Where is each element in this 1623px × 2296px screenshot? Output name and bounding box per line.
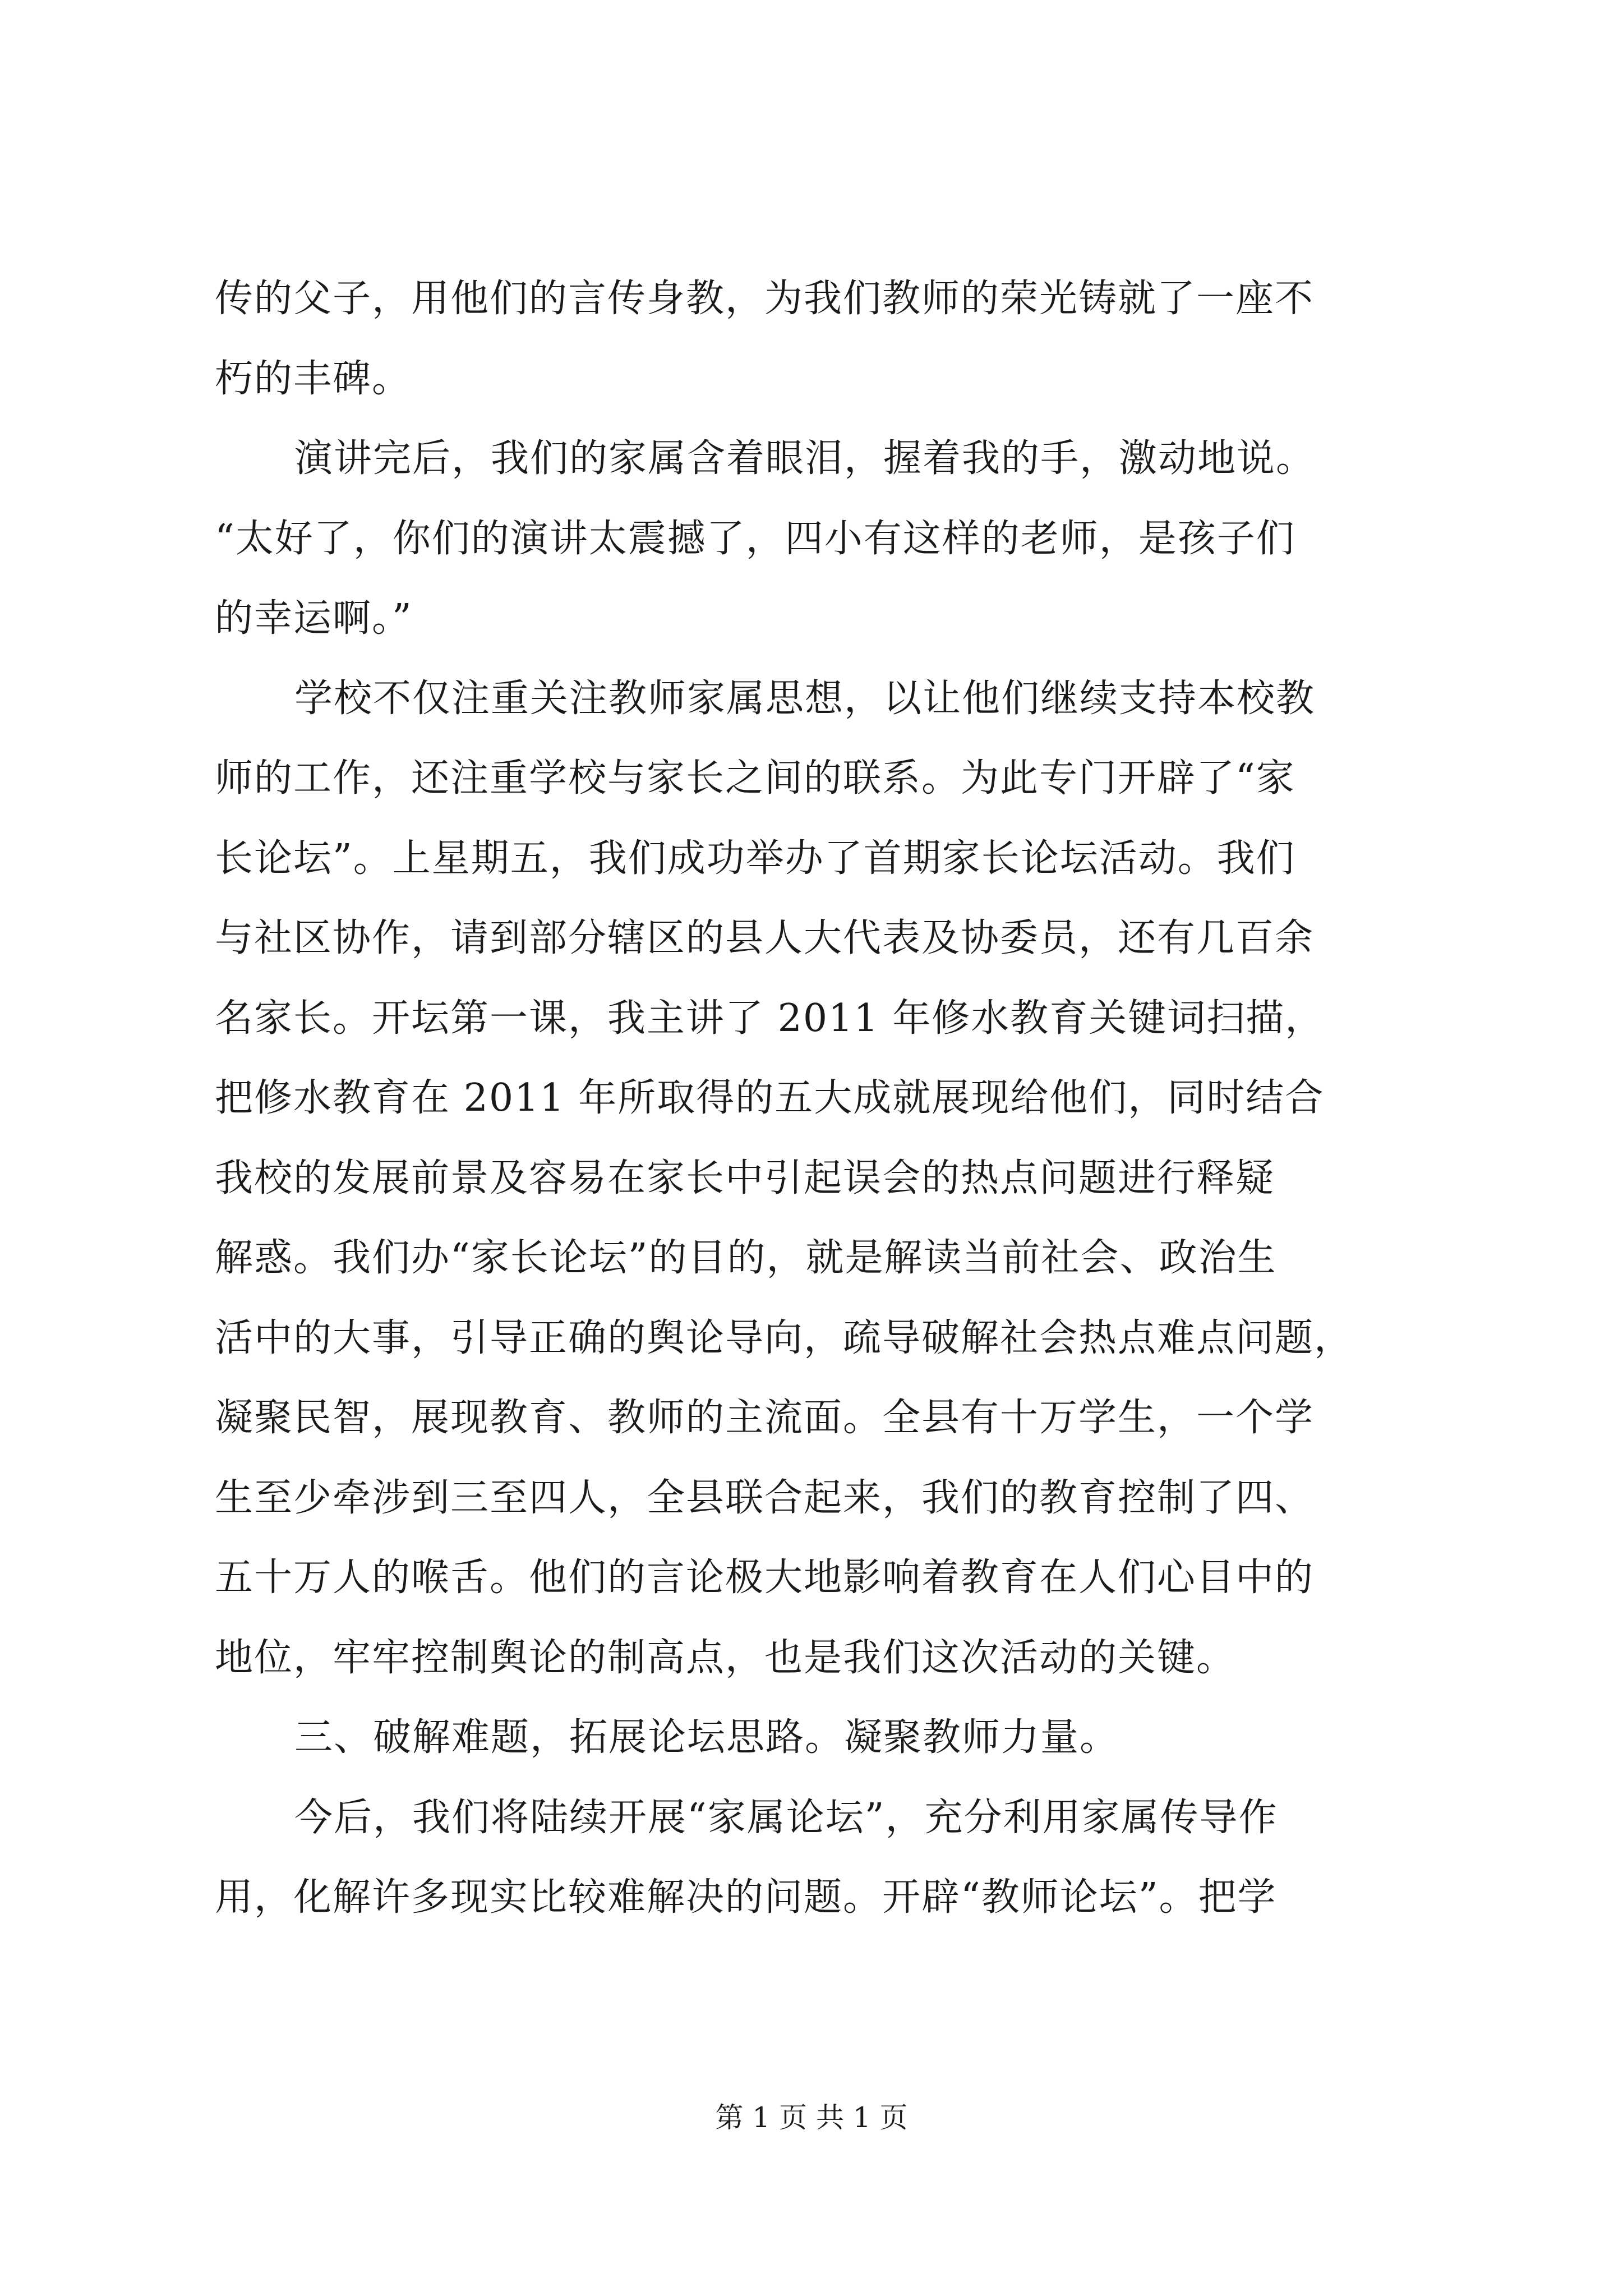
text-line: 长论坛”。上星期五，我们成功举办了首期家长论坛活动。我们 <box>215 836 1295 881</box>
text-line: 用，化解许多现实比较难解决的问题。开辟“教师论坛”。把学 <box>215 1875 1277 1920</box>
text-line: 解惑。我们办“家长论坛”的目的，就是解读当前社会、政治生 <box>215 1236 1277 1280</box>
text-line: 地位，牢牢控制舆论的制高点，也是我们这次活动的关键。 <box>215 1635 1236 1680</box>
section-heading-line: 三、破解难题，拓展论坛思路。凝聚教师力量。 <box>294 1715 1119 1760</box>
text-line: 师的工作，还注重学校与家长之间的联系。为此专门开辟了“家 <box>215 756 1295 800</box>
text-line: 朽的丰碑。 <box>215 356 412 401</box>
text-line: 演讲完后，我们的家属含着眼泪，握着我的手，激动地说。 <box>294 436 1316 481</box>
text-line: 活中的大事，引导正确的舆论导向，疏导破解社会热点难点问题， <box>215 1315 1354 1360</box>
page-number-label: 第 1 页 共 1 页 <box>715 2101 908 2134</box>
text-line: 凝聚民智，展现教育、教师的主流面。全县有十万学生，一个学 <box>215 1396 1315 1440</box>
text-line: 学校不仅注重关注教师家属思想，以让他们继续支持本校教 <box>294 676 1316 721</box>
text-line: 与社区协作，请到部分辖区的县人大代表及协委员，还有几百余 <box>215 916 1315 960</box>
text-line: 的幸运啊。” <box>215 596 413 641</box>
text-line: 我校的发展前景及容易在家长中引起误会的热点问题进行释疑 <box>215 1156 1275 1200</box>
page-footer <box>0 2098 1623 2137</box>
text-line: 生至少牵涉到三至四人，全县联合起来，我们的教育控制了四、 <box>215 1475 1315 1520</box>
text-line: 五十万人的喉舌。他们的言论极大地影响着教育在人们心目中的 <box>215 1556 1315 1600</box>
text-line: 把修水教育在 2011 年所取得的五大成就展现给他们，同时结合 <box>215 1076 1325 1120</box>
text-line: 传的父子，用他们的言传身教，为我们教师的荣光铸就了一座不 <box>215 277 1315 321</box>
text-line: “太好了，你们的演讲太震撼了，四小有这样的老师，是孩子们 <box>215 516 1295 561</box>
text-line: 今后，我们将陆续开展“家属论坛”，充分利用家属传导作 <box>294 1795 1278 1840</box>
text-line: 名家长。开坛第一课，我主讲了 2011 年修水教育关键词扫描， <box>215 996 1325 1041</box>
document-body <box>215 259 1421 1938</box>
